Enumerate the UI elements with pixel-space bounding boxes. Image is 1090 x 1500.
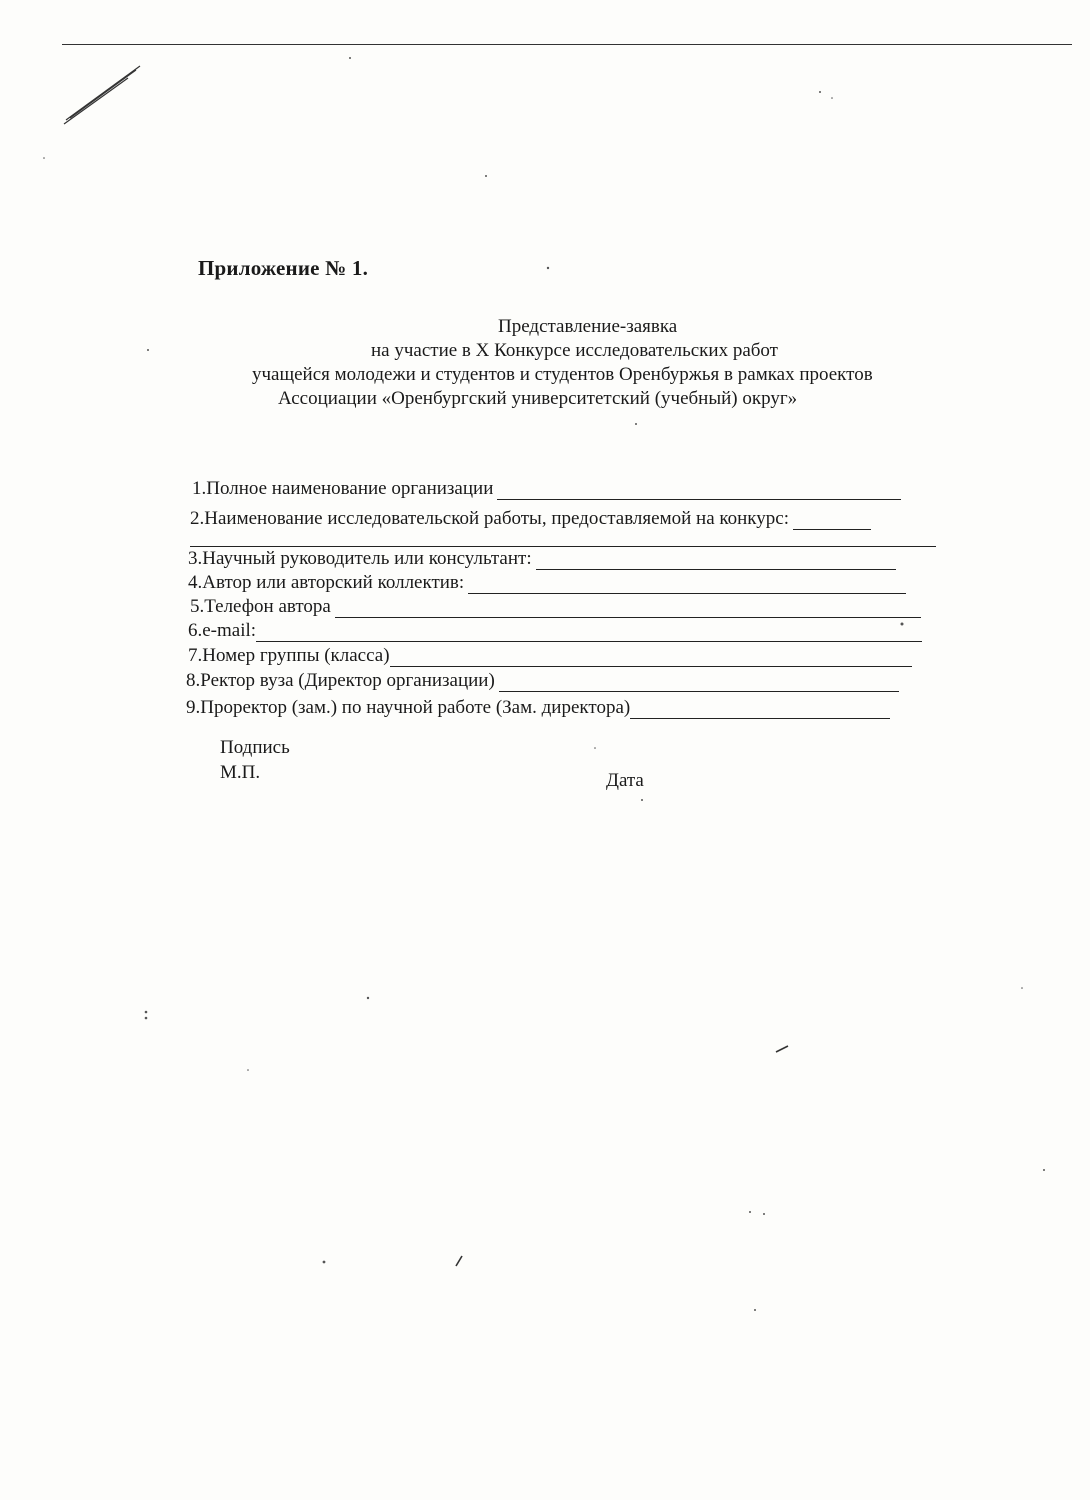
heading-line-3: учащейся молодежи и студентов и студентов Оренбуржья в рамках проектов: [252, 364, 873, 385]
appendix-title: Приложение № 1.: [198, 256, 369, 280]
stamp-label: М.П.: [220, 762, 261, 783]
field-vice-rector: [186, 697, 890, 719]
field-group-number: [188, 645, 912, 667]
field-blank-line[interactable]: [793, 511, 871, 530]
field-label: 4.Автор или авторский коллектив:: [188, 572, 465, 593]
field-blank-line[interactable]: [390, 648, 912, 667]
field-blank-line[interactable]: [497, 481, 901, 500]
field-blank-line[interactable]: [536, 551, 896, 570]
field-rector: [186, 670, 899, 692]
field-blank-line[interactable]: [335, 599, 921, 618]
field-label: 2.Наименование исследовательской работы, предоставляемой на конкурс:: [190, 508, 789, 529]
signature-label: Подпись: [220, 737, 290, 758]
field-email: [188, 620, 922, 642]
heading-line-2: на участие в X Конкурсе исследовательских работ: [371, 340, 778, 361]
field-organization-name: [192, 478, 901, 500]
field-label: 6.e-mail:: [188, 620, 257, 641]
field-blank-line[interactable]: [468, 575, 906, 594]
field-label: 9.Проректор (зам.) по научной работе (Зам. директора): [186, 697, 631, 718]
field-label: 5.Телефон автора: [190, 596, 331, 617]
field-supervisor: [188, 548, 896, 570]
field-research-title: [190, 508, 871, 530]
field-label: 1.Полное наименование организации: [192, 478, 494, 499]
field-continuation-line[interactable]: [190, 546, 936, 547]
field-label: 3.Научный руководитель или консультант:: [188, 548, 532, 569]
date-label: Дата: [606, 770, 644, 791]
field-label: 8.Ректор вуза (Директор организации): [186, 670, 495, 691]
field-blank-line[interactable]: [256, 623, 922, 642]
field-blank-line[interactable]: [630, 700, 890, 719]
heading-line-1: Представление-заявка: [498, 316, 678, 337]
field-label: 7.Номер группы (класса): [188, 645, 390, 666]
field-blank-line[interactable]: [499, 673, 899, 692]
field-author-phone: [190, 596, 921, 618]
field-authors: [188, 572, 906, 594]
heading-line-4: Ассоциации «Оренбургский университетский (учебный) округ»: [278, 388, 798, 409]
